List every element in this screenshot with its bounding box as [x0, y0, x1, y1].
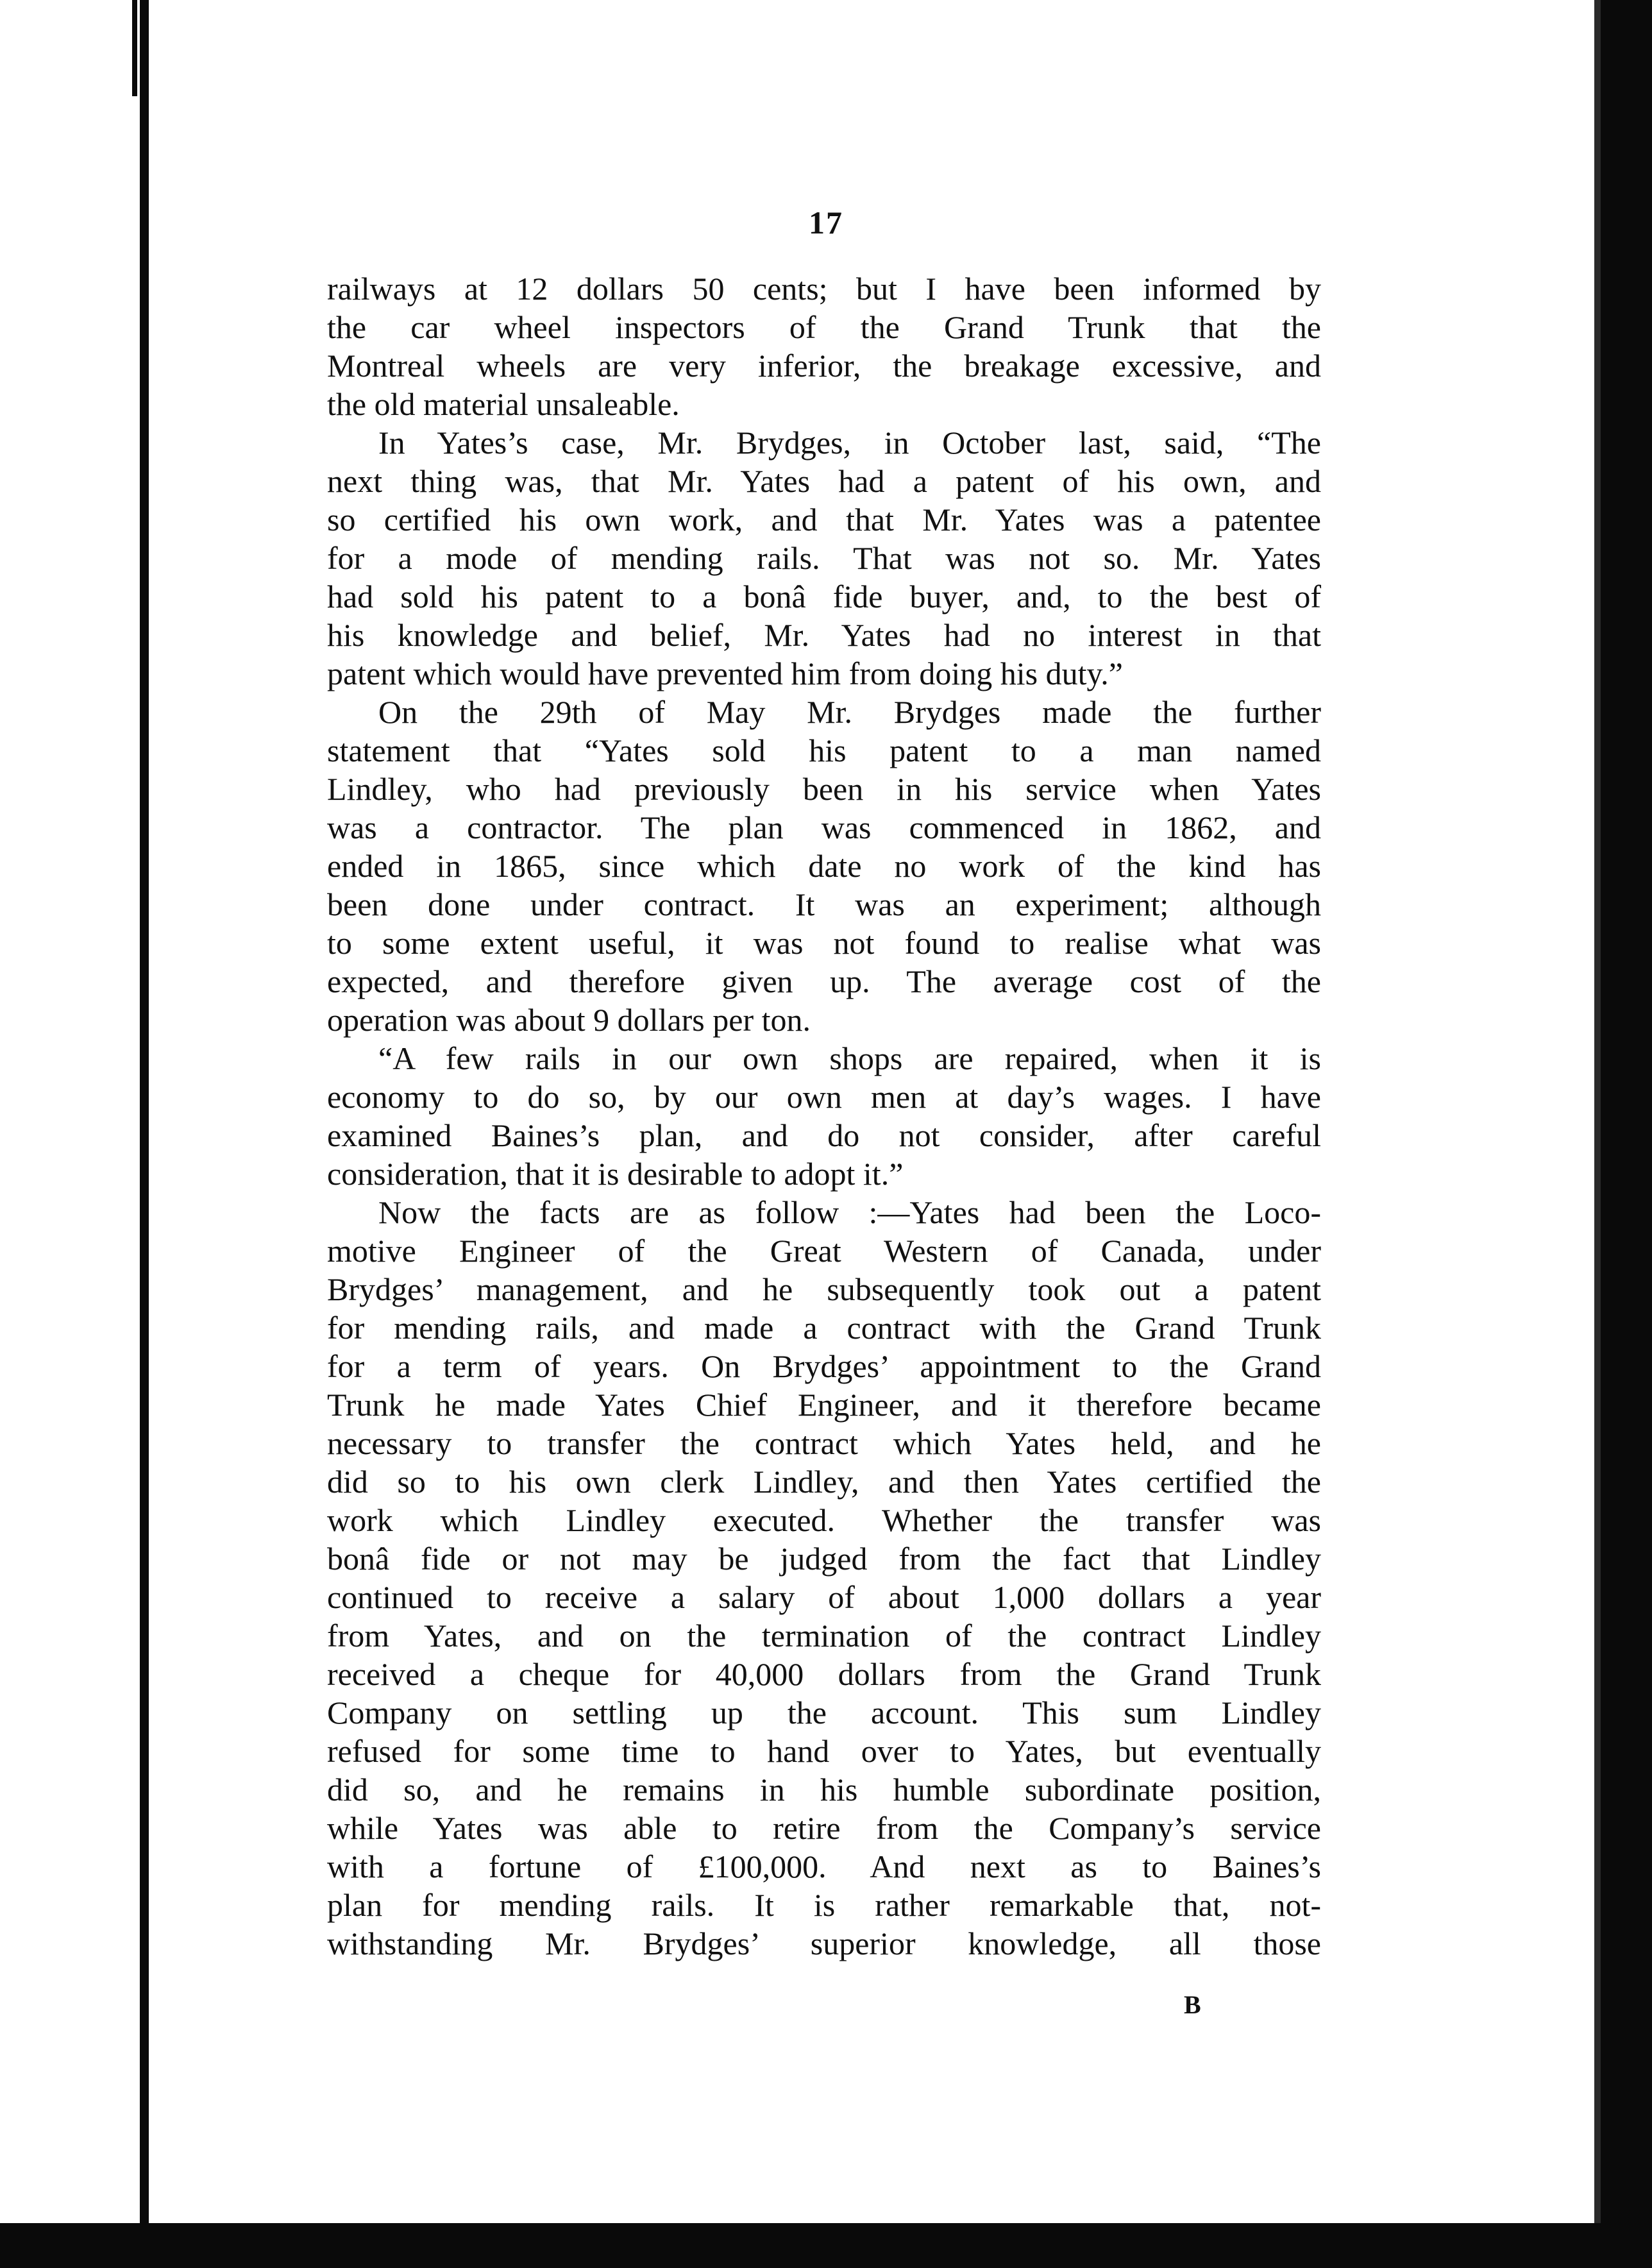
- bottom-border: [0, 2223, 1652, 2268]
- text-line: for a mode of mending rails. That was not so. Mr. Yates: [327, 540, 1321, 576]
- text-line: In Yates’s case, Mr. Brydges, in October last, said, “The: [378, 425, 1321, 461]
- text-line: withstanding Mr. Brydges’ superior knowledge, all those: [327, 1925, 1321, 1961]
- right-border: [1601, 0, 1652, 2268]
- text-line: Trunk he made Yates Chief Engineer, and it therefore became: [327, 1387, 1321, 1423]
- text-line: from Yates, and on the termination of the contract Lindley: [327, 1618, 1321, 1654]
- text-line: received a cheque for 40,000 dollars from the Grand Trunk: [327, 1656, 1321, 1692]
- text-line: was a contractor. The plan was commenced in 1862, and: [327, 809, 1321, 845]
- text-line: been done under contract. It was an experiment; although: [327, 886, 1321, 922]
- text-line: patent which would have prevented him from doing his duty.”: [327, 656, 1123, 691]
- text-line: Company on settling up the account. This sum Lindley: [327, 1695, 1321, 1731]
- text-line: Brydges’ management, and he subsequently took out a patent: [327, 1271, 1321, 1307]
- text-line: On the 29th of May Mr. Brydges made the further: [378, 694, 1321, 730]
- text-line: next thing was, that Mr. Yates had a patent of his own, and: [327, 463, 1321, 499]
- text-line: did so to his own clerk Lindley, and then Yates certified the: [327, 1464, 1321, 1500]
- body-text: [327, 269, 1321, 1963]
- text-line: “A few rails in our own shops are repaired, when it is: [378, 1040, 1321, 1076]
- text-line: continued to receive a salary of about 1,000 dollars a year: [327, 1579, 1321, 1615]
- text-line: for a term of years. On Brydges’ appointment to the Grand: [327, 1348, 1321, 1384]
- text-line: operation was about 9 dollars per ton.: [327, 1002, 811, 1038]
- text-line: statement that “Yates sold his patent to a man named: [327, 732, 1321, 768]
- text-line: Now the facts are as follow :—Yates had been the Loco-: [378, 1194, 1321, 1230]
- text-line: consideration, that it is desirable to adopt it.”: [327, 1156, 904, 1192]
- text-line: examined Baines’s plan, and do not consider, after careful: [327, 1117, 1321, 1153]
- text-line: for mending rails, and made a contract with the Grand Trunk: [327, 1310, 1321, 1346]
- text-line: the old material unsaleable.: [327, 386, 680, 422]
- text-line: expected, and therefore given up. The average cost of the: [327, 963, 1321, 999]
- text-line: ended in 1865, since which date no work of the kind has: [327, 848, 1321, 884]
- text-line: with a fortune of £100,000. And next as to Baines’s: [327, 1849, 1321, 1884]
- text-line: necessary to transfer the contract which Yates held, and he: [327, 1425, 1321, 1461]
- right-border-shadow: [1594, 0, 1601, 2268]
- left-margin-rule: [140, 0, 149, 2268]
- text-line: refused for some time to hand over to Yates, but eventually: [327, 1733, 1321, 1769]
- text-line: railways at 12 dollars 50 cents; but I have been informed by: [327, 271, 1321, 307]
- text-line: Montreal wheels are very inferior, the breakage excessive, and: [327, 348, 1321, 384]
- text-line: the car wheel inspectors of the Grand Trunk that the: [327, 309, 1321, 345]
- text-line: while Yates was able to retire from the Company’s service: [327, 1810, 1321, 1846]
- text-line: Lindley, who had previously been in his service when Yates: [327, 771, 1321, 807]
- text-line: motive Engineer of the Great Western of Canada, under: [327, 1233, 1321, 1269]
- text-line: work which Lindley executed. Whether the transfer was: [327, 1502, 1321, 1538]
- text-line: did so, and he remains in his humble subordinate position,: [327, 1772, 1321, 1807]
- text-line: economy to do so, by our own men at day’s wages. I have: [327, 1079, 1321, 1115]
- text-line: plan for mending rails. It is rather remarkable that, not-: [327, 1887, 1321, 1923]
- text-line: so certified his own work, and that Mr. Yates was a patentee: [327, 502, 1321, 537]
- text-line: his knowledge and belief, Mr. Yates had no interest in that: [327, 617, 1321, 653]
- left-margin-rule-top: [132, 0, 137, 96]
- text-line: bonâ fide or not may be judged from the fact that Lindley: [327, 1541, 1321, 1577]
- page-number: 17: [809, 205, 843, 241]
- signature-mark: B: [1184, 1990, 1201, 2019]
- text-line: to some extent useful, it was not found to realise what was: [327, 925, 1321, 961]
- text-line: had sold his patent to a bonâ fide buyer, and, to the best of: [327, 579, 1321, 614]
